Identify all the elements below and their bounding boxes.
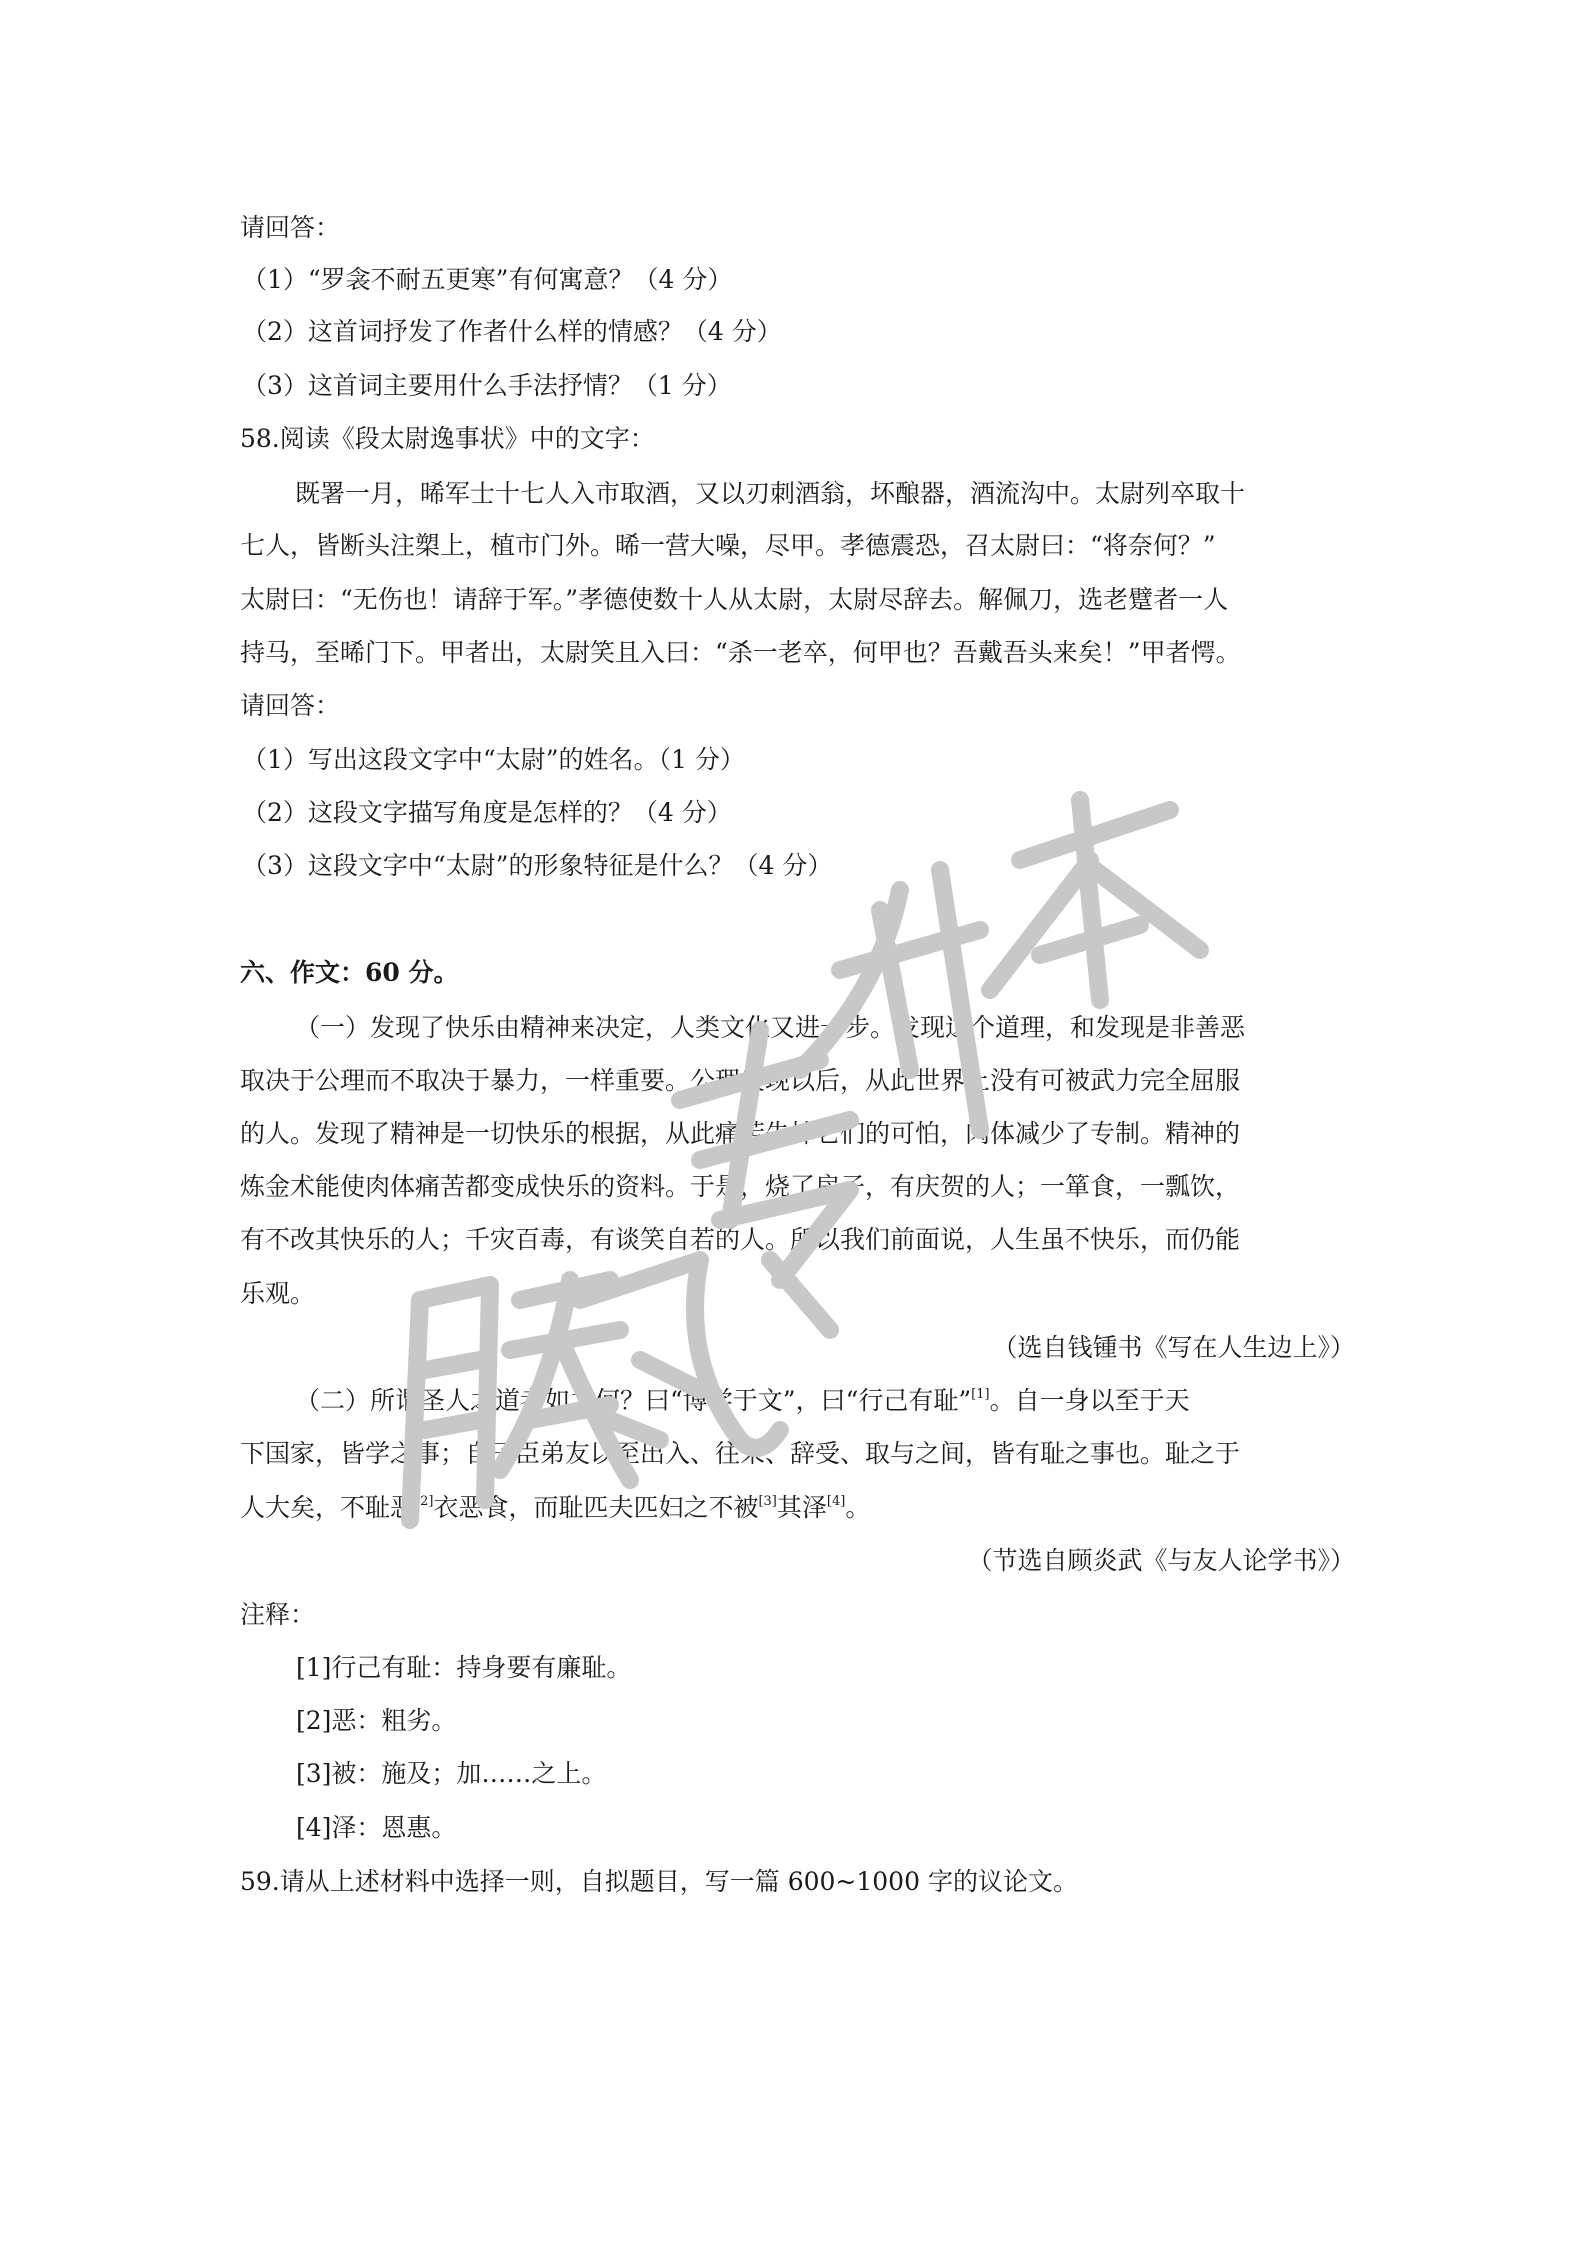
- q57-prompt: 请回答：: [240, 213, 341, 242]
- note-4: [4]泽：恩惠。: [296, 1813, 457, 1842]
- material1-source: （选自钱锺书《写在人生边上》）: [992, 1333, 1355, 1362]
- q58-passage-line-2: 七人，皆断头注槊上，植市门外。晞一营大噪，尽甲。孝德震恐，召太尉曰：“将奈何？”: [240, 531, 1216, 560]
- material2-line-1b: 。自一身以至于天: [989, 1386, 1190, 1415]
- q57-item-3: （3）这首词主要用什么手法抒情？（1 分）: [242, 371, 732, 400]
- material2-line-3: [240, 1492, 1355, 1524]
- note-1: [1]行己有耻：持身要有廉耻。: [296, 1653, 632, 1682]
- footnote-ref-2: [2]: [415, 1494, 434, 1509]
- q58-prompt: 请回答：: [240, 691, 341, 720]
- material1-line-2: 取决于公理而不取决于暴力，一样重要。公理发现以后，从此世界上没有可被武力完全屈服: [240, 1066, 1241, 1095]
- material2-line-1: [295, 1385, 1355, 1417]
- material1-line-4: 炼金术能使肉体痛苦都变成快乐的资料。于是，烧了房子，有庆贺的人；一箪食，一瓢饮，: [240, 1172, 1241, 1201]
- q58-item-2: （2）这段文字描写角度是怎样的？（4 分）: [242, 798, 732, 827]
- material2-line-3a: 人大矣，不耻恶: [240, 1493, 416, 1522]
- material1-line-6: 乐观。: [240, 1279, 316, 1308]
- material2-line-3b: 衣恶食，而耻匹夫匹妇之不被: [433, 1493, 759, 1522]
- q59-task: 59.请从上述材料中选择一则，自拟题目，写一篇 600~1000 字的议论文。: [240, 1867, 1078, 1896]
- material2-line-3c: 其泽: [776, 1493, 827, 1522]
- notes-label: 注释：: [240, 1600, 316, 1629]
- footnote-ref-3: [3]: [758, 1494, 777, 1509]
- q58-passage-line-3: 太尉曰：“无伤也！请辞于军。”孝德使数十人从太尉，太尉尽辞去。解佩刀，选老躄者一人: [240, 585, 1229, 614]
- footnote-ref-1: [1]: [971, 1387, 990, 1402]
- footnote-ref-4: [4]: [826, 1494, 846, 1509]
- material1-line-1: （一）发现了快乐由精神来决定，人类文化又进一步。发现这个道理，和发现是非善恶: [295, 1013, 1246, 1042]
- note-3: [3]被：施及；加……之上。: [296, 1759, 607, 1788]
- q57-item-2: （2）这首词抒发了作者什么样的情感？（4 分）: [242, 317, 782, 346]
- material2-line-2: 下国家，皆学之事；自子臣弟友以至出入、往来、辞受、取与之间，皆有耻之事也。耻之于: [240, 1439, 1241, 1468]
- q58-heading: 58.阅读《段太尉逸事状》中的文字：: [240, 424, 655, 453]
- material1-line-5: 有不改其快乐的人；千灾百毒，有谈笑自若的人。所以我们前面说，人生虽不快乐，而仍能: [240, 1225, 1241, 1254]
- material2-line-3d: 。: [845, 1493, 871, 1522]
- q58-passage-line-4: 持马，至晞门下。甲者出，太尉笑且入曰：“杀一老卒，何甲也？吾戴吾头来矣！”甲者愕。: [240, 638, 1241, 667]
- q58-item-3: （3）这段文字中“太尉”的形象特征是什么？（4 分）: [242, 851, 833, 880]
- q57-item-1: （1）“罗衾不耐五更寒”有何寓意？（4 分）: [242, 265, 733, 294]
- material1-line-3: 的人。发现了精神是一切快乐的根据，从此痛苦失掉它们的可怕，肉体减少了专制。精神的: [240, 1119, 1241, 1148]
- q58-item-1: （1）写出这段文字中“太尉”的姓名。（1 分）: [242, 745, 745, 774]
- note-2: [2]恶：粗劣。: [296, 1706, 457, 1735]
- section6-heading: 六、作文：60 分。: [240, 958, 459, 987]
- material2-line-1a: （二）所谓圣人之道者如之何？曰“博学于文”，曰“行己有耻”: [295, 1386, 972, 1415]
- q58-passage-line-1: 既署一月，晞军士十七人入市取酒，又以刃刺酒翁，坏酿器，酒流沟中。太尉列卒取十: [295, 479, 1246, 508]
- material2-source: （节选自顾炎武《与友人论学书》）: [967, 1546, 1355, 1575]
